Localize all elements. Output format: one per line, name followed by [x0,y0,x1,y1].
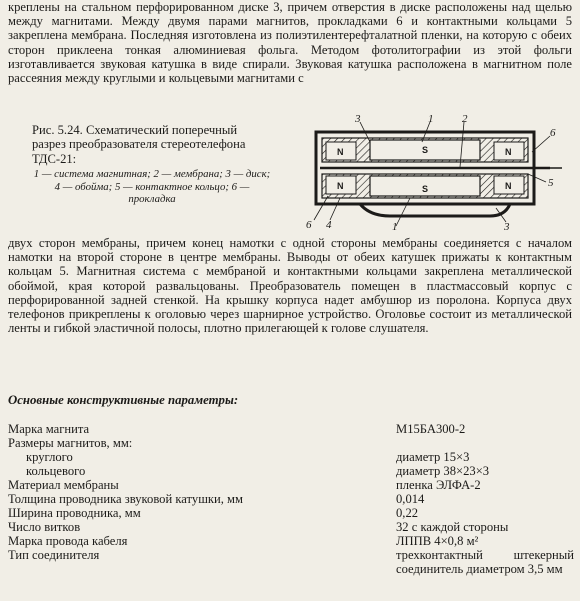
pole-s-upper: S [422,145,429,155]
spec-label: кольцевого [26,464,86,478]
spec-value: диаметр 38×23×3 [396,464,490,478]
callout-6-right: 6 [550,127,556,139]
callout-3-top: 3 [355,113,361,125]
params-heading: Основные конструктивные параметры: [8,393,239,407]
paragraph-bottom: двух сторон мембраны, причем конец намотки с одной стороны мембраны соединяется с началом намотки на второй стороне в центре мембраны. Выводы от обеих катушек прижаты к контактным кольцам 5. Магнитная система с мембраной и контактными кольцами закреплена металлической обоймой, края которой развальцованы. Преобразователь помещен в пластмассовый корпус с перфорированной задней стенкой. На крышку корпуса надет амбушюр из поролона. Корпуса двух телефонов прикреплены к оголовью через шарнирное устройство. Оголовье состоит из металлической ленты и гибкой эластичной полосы, плотно прилегающей к голове слушателя. [8,236,572,336]
pole-n-left-lower: N [337,181,344,191]
callout-4: 4 [326,219,332,231]
figure-caption [32,123,272,205]
callout-2: 2 [462,113,468,125]
spec-value: М15БА300-2 [396,422,466,436]
spec-value: 0,22 [396,506,419,520]
spec-table [8,408,572,598]
callout-5: 5 [548,177,554,189]
spec-label: Ширина проводника, мм [8,506,141,520]
figure-caption-title: Рис. 5.24. Схематический поперечный разрез преобразователя стереотелефона ТДС-21: [32,123,246,166]
paragraph-top: креплены на стальном перфорированном диске 3, причем отверстия в диске расположены над щелью между магнитами. Между двумя парами магнитов, прокладками 6 и контактными кольцами 5 закреплена мембрана. Последняя изготовлена из полиэтилентерефталатной пленки, на которую с обеих сторон приклеена тонкая алюминиевая фольга. Методом фотолитографии из этой фольги изготавливается звуковая катушка в виде спирали. Звуковая катушка расположена в магнитном поле рассеяния между круглыми и кольцевыми магнитами с [8,0,572,86]
pole-n-left-upper: N [337,147,344,157]
spec-label: Толщина проводника звуковой катушки, мм [8,492,243,506]
spec-label: Число витков [8,520,81,534]
spec-label: Размеры магнитов, мм: [8,436,133,450]
callout-1-bottom: 1 [392,221,398,232]
figure-caption-legend: 1 — система магнитная; 2 — мембрана; 3 — диск; 4 — обойма; 5 — контактное кольцо; 6 — прокладка [33,168,271,206]
callout-6-bottom: 6 [306,219,312,231]
spec-value: диаметр 15×3 [396,450,470,464]
spec-value: 0,014 [396,492,425,506]
spec-label: круглого [26,450,73,464]
spec-value: трехконтактный штекерный соединитель диаметром 3,5 мм [396,548,574,577]
spec-label: Марка провода кабеля [8,534,128,548]
spec-value: 32 с каждой стороны [396,520,509,534]
spec-value: ЛППВ 4×0,8 м² [396,534,479,548]
callout-1: 1 [428,113,434,125]
spec-label: Марка магнита [8,422,90,436]
figure-cross-section [300,112,570,232]
callout-3-bottom: 3 [504,221,510,232]
pole-n-right-upper: N [505,147,512,157]
pole-s-lower: S [422,184,429,194]
spec-label: Тип соединителя [8,548,100,562]
spec-label: Материал мембраны [8,478,119,492]
pole-n-right-lower: N [505,181,512,191]
cross-section-drawing [300,112,570,232]
housing-base [360,204,510,216]
spec-value: пленка ЭЛФА-2 [396,478,481,492]
